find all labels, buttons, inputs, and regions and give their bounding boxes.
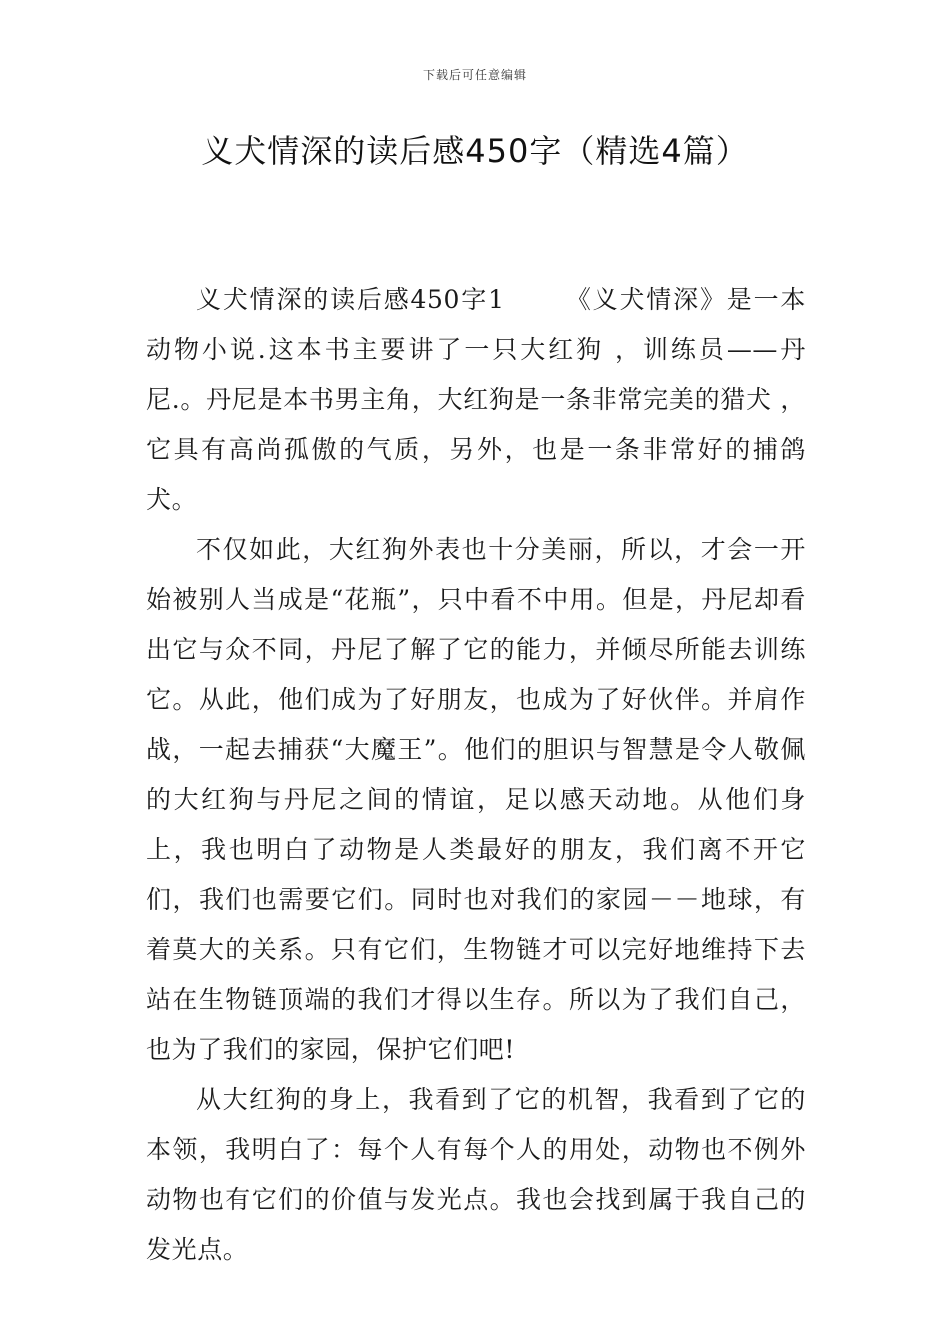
document-body: [146, 275, 806, 1275]
paragraph-1-text: 《义犬情深》是一本动物小说.这本书主要讲了一只大红狗 ，训练员——丹尼.。丹尼是本书男主角，大红狗是一条非常完美的猎犬 ，它具有高尚孤傲的气质，另外，也是一条非常好的捕鸽犬。: [146, 285, 806, 514]
header-note: 下载后可任意编辑: [422, 68, 527, 82]
paragraph-2: 不仅如此，大红狗外表也十分美丽，所以，才会一开始被别人当成是“花瓶”，只中看不中用。但是，丹尼却看出它与众不同，丹尼了解了它的能力，并倾尽所能去训练它。从此，他们成为了好朋友，也成为了好伙伴。并肩作战，一起去捕获“大魔王”。他们的胆识与智慧是令人敬佩的大红狗与丹尼之间的情谊，足以感天动地。从他们身上，我也明白了动物是人类最好的朋友，我们离不开它们，我们也需要它们。同时也对我们的家园－－地球，有着莫大的关系。只有它们，生物链才可以完好地维持下去站在生物链顶端的我们才得以生存。所以为了我们自己，也为了我们的家园，保护它们吧!: [146, 535, 806, 1064]
paragraph-1: [146, 275, 806, 525]
paragraph-3: 从大红狗的身上，我看到了它的机智，我看到了它的本领，我明白了：每个人有每个人的用处，动物也不例外动物也有它们的价值与发光点。我也会找到属于我自己的发光点。: [146, 1085, 806, 1264]
section-label: 义犬情深的读后感450字1: [196, 285, 505, 314]
document-title: 义犬情深的读后感450字（精选4篇）: [201, 132, 749, 170]
